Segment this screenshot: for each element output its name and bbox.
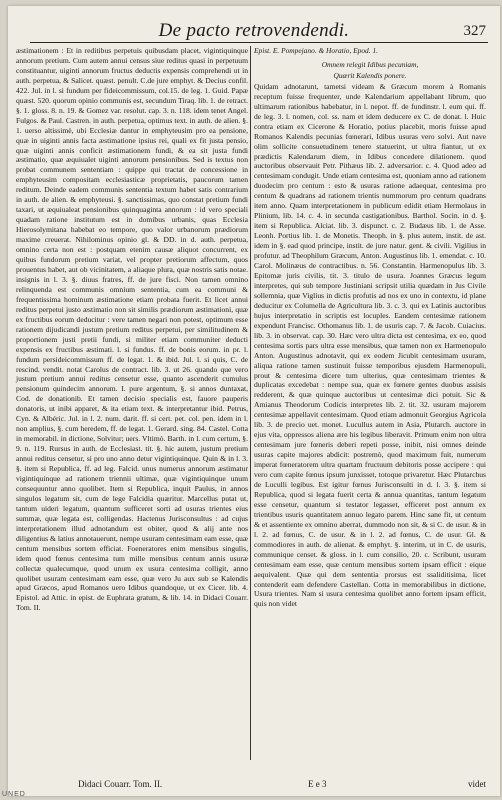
footer-volume: Didaci Couarr. Tom. II. <box>78 779 163 789</box>
left-column-text: æstimationem : Et in reditibus perpetuis quibusdam placet, vigintiquinque annorum pretium. Cum autem annui census siue reditus quasi in perpetuum constituantur, uiginti annorum fructus deductis expensis comprehendi ut in auth. perpetua, & Salicet. quæst. penult. C.de jure emphyt. & Decius confil. 422. Jul. in l. si fundum per fideicommissum, col.15. de leg. 1. Guid. Papæ quæst. 520. quorum opinio communis est, secundum Tiraq. lib. 1. de retract. §. 1. gloss. 8. n. 19. & Gomez var. resolut. cap. 3. n. 118. idem tenet Angel. Fulgos. & Paul. Castren. in auth. perpetua, optimus text. in auth. de alien. §. 1. uerso altissimè, ubi Ecclesiæ dantur in emphyteusim pro ea pensione, quæ in uiginti annis facta æstimatione ipsius rei, quali ex fit justa pensio, quæ uiginti annis conficit æstimationem fundi, & ea sit justa fundi æstimatio, quæ æquiualet uiginti annorum pensionibus. Sed is textus non probat communem sententiam : quippe qui tractat de concessione in emphyteusim compositam ecclesiasticæ proprietatis, paucorum tamen reditum. Deinde eadem communis sententia textum habet satis contrarium in auth. de alien. & emphyteusi. §. sanctissimas, quo constat pretium fundi taxari, ut æquiualeat pensionibus quinquaginta annorum : id vero speciali quadam ratione institutum est in domibus urbanis, quas Ecclesia Hierosolymitana habebat eo tempore, quo valor urbanorum prædiorum maxime creuerat. Nihilominus opinio gl. & DD. in d. auth. perpetua, omnino certa non est : postquam etenim causæ aliquot concurrent, ex quibus fundorum pretium variat, vel propter pretiorum affectum, quos prouentus habet, aut ob vicinitatem, a aliaque plura, quæ nostris satis notae. insignis in l. 3. §. diuus fratres, ff. de jure fisci. Non tamen omnino relinquenda est communis omnium sententia, cum ea communi & frequentissima hominum æstimatione etiam probata fuerit. Et licet annui reditus perpetui justo æstimatio non sit similis prædiorum æstimationi, quæ ex fructibus eorum deducitur : vere tamen negari non potest, optimum esse rationem dijudicandi justum pretium reditus perpetui, per similitudinem & proportionem justi pretii fundi, si militer etiam communiter deducti expensis ex fructibus æstimati. l. si fundus. ff. de bonis eorum. in pr. l. fundum persideicommissum ff. de legat. 1. & ibid. Jul. l. si quis, C. de rescind. vendit. notat Carolus de contract. lib. 3. ut 26. quando que vero justum pretium annui reditus censetur esse, quanto ascenderit cumulus pensionum quindecim annorum. I. pure argentum, §. si annos duntaxat, Cod. de donationib. Et tamen decisio specialis est, fauore pauperis donatoris, ut inibi apparet, & ita etiam text. & interpretantur ibid. Petrus, Cyn. & Albéric. Jul. in l. 2. num. darit. ff. si cert. pet. col. pen. idem in l. non amplius, §. cum heredem, ff. de legat. 1. Gerard. sing. 84. Castel. Cotta in memorabil. in dictione, Solvitur; uers. Vltimò. Barth. in l. cum certum, §. 9. n. 119. Rursus in auth. de Ecclesiast. tit. §. hic autem, justum pretium annui reditus censetur, si pro uno anno detur vigintiquinque. Quin & in l. 3. §. item si Republica, ff. ad leg. Falcid. unus numerus annorum æstimatur vigintiquinque ad rationem triennii ultimæ, quæ vigintiquinque unum consequuntur anno quolibet. Item si Republica, inquit Paulus, in annos singulos legatum sit, cum de lege Falcidia quæritur. Marcellus putat ut, tantum uideri legatum, quantum sufficeret sorti ad usuras trientes eius summæ, quæ legata est, colligendas. Hactenus Jurisconsultus : ad cujus interpretationem illud adnotandum est obiter, quod & alij ante nos diligentius & latius annotauerunt, nempe usuram centesimam eam esse, quæ centum mensibus sortem efficiat. Foeneratores enim mensibus singulis, idem quod fœnus centesima tum mille mensibus centum annis usuræ collectæ qualecumque, quod unum ex usura centesima colligit, anno quolibet usuram centesimam eam esse, quæ vero Ju aux sub se Kalendis apud Græcos, apud Romanos uero Idibus quandoque, ut ex Cicer. lib. 4. Epistol. ad Attic. in epist. de Euphrata gratum, & lib. 14. in Didaci Couarr. Tom. II. <box>16 46 248 613</box>
catchword: videt <box>468 779 486 789</box>
header-rule <box>30 42 488 43</box>
quote-line-2: Quærit Kalendis ponere. <box>333 70 407 80</box>
column-divider <box>250 46 251 760</box>
right-column <box>254 46 486 609</box>
page-number: 327 <box>463 23 486 39</box>
signature-mark: E e 3 <box>308 779 327 789</box>
left-column <box>16 46 248 613</box>
book-page <box>8 6 500 796</box>
library-stamp: UNED <box>2 791 26 798</box>
right-column-text: Quidam adnotarunt, tametsi videam & Græcum morem à Romanis receptum fuisse frequenter, unde Kalendarium appellabant librum, quo ultimarum rationibus habebatur, in l. nepot. ff. de fundinstr. l. eum qui. ff. de leg. 3. l. nomen, col. ss. nam et idem deducere ex C. de donat. l. Huic contra etiam ex Cicerone & Horatio, potius placebit, moris fuisse apud Romanos Kalendis pecunias fœnerari, Idibus usuras vero solvi. Aut nave olim sollicite consuetudinem tenere statuerint, ut ultra fiantur, ut ex prædictis Kalendarum diem, in Idibus concedere dilationem. quod auctoribus observauit Petr. Pithæus lib. 2. adversarior. c. 4. Quod adeo ad centesimam condugit. Unde etiam centesima est, quoniam anno ad rationem duodecim pro centum : esto & usuras ratione adaequat, centesima pro centum & quadrans ad rationem trientis nummorum pro centum quadrans item anno. Quam interpretationem in publicum edidit etiam Hermolaus in Plinium, lib. 14. c. 4. in secunda castigationibus. Barthol. Socin. in d. §. item si Republica. Alciat. lib. 3. dispunct. c. 2. Budæus lib. 1. de Asse. Leonh. Portius lib. 1. de Monetis. Theoph. in §. plus autem, instit. de ast. idem in §. ead quod principe, instit. de jure natur. gent. & civili. Vigilius in profutur. ad Theophilum Græcum, Anton. Augustinus lib. 1. emendat. c. 10. Carol. Molinæus de contractibus. n. 56. Constantin. Harmenopulus lib. 3. Epitomæ juris civilis, tit. 3. titulo de usura. Joannes Græcus legum interpretes, qui sub tempore Justiniani scripsit utilia quædam in Jus Civile sollemnia, quæ Viglius in dictis profutis ad nos ex uno in contextu, id plane deducitur ex Columella de Agricultura lib. 3. c. 3. qui ex Latinis auctoribus hujus interpretatio in scriptis est locuples. Eandem centesimæ rationem expendunt Francisc. Othomanus lib. 1. de usuris cap. 7. & Jacob. Cuiacius. lib. 3. in observat. cap. 30. Hæc vero ultra dicta est centesima, ex eo, quod centesima sortis pars ultra esse mensibus, quæ tamen non ex Harmenopulo Anton. Augustinus adnotavit, qui ex eodem Jicubit centesimam usuram, aliqua ratione tamen sustinuit fuisse temporibus ejusdem Harmenopuli, prout & centesima dicere tum ulterius, quæ centesimam trientes & duplicatas excedebat : nempe sua, quæ ex fœnere gentes duobus assisis redderent, & quæ quinque auctoribus ut centesimæ dici potuit. Sic & Amianus Theodorum Codicis interpretes lib. 2. tit. 32. usuram majorem centesimæ appellavit centesimam. Quod etiam admonuit Georgius Agricola lib. 3. de precio uet. monet. Lucullus autem in Asia, Plutarch. auctore in ejus vita, oppressos aliena ære his legibus liberavit. Primum enim non ultra centesimam jure fœneris deberi repeti posse, inibit, nisi omnes deinde usuras capite majores abdicit: postremò, quod maximum fuit, numerum imperat fœneratorem ultra quartam fructuum debitoris posse accipere : qui vero cum capite fœnus ipsum junxisset, totoque privaretur. Hæc Plutarchus de Luculli legibus. Est igitur fœnus Jurisconsulti in d. l. 3. §. item si Republica, quod si legata fuerit certa & annua quantitas, tantum legatum esse censetur, quantum si testator legasset, efficeret post annum ex trientibus usuris quantitatem annuo legato parem. Hinc sane fit, ut centum & et assentiente ex omnino aberrat, dummodo non sit, & si C. de usur. & in l. 2. ad fœnus, C. de usur. & in l. 2. ad fœnus, C. de usur. Gl. & commodiores in auth. de alienat. & emphyt. §. interim, ut in C. de usuris, communique censet. & gloss. in l. cum consilio, 20. c. Scribunt, usuram centesimam eam esse, quæ centum mensibus sortem ipsam efficit : eique aequivalent. Quæ qui dem sententia prorsus est ssaliditisima, licet contenderit eam defendere Castellan. Cotta in memorabilibus in dictione, Usura trientes. Nam si usura centesima quolibet anno fortem ipsam efficit, quis non videt <box>254 81 486 609</box>
quote-line-1: Omnem relegit Idibus pecuniam, <box>321 59 419 69</box>
epistle-reference: Epist. E. Pompejano. & Horatio, Epod. 1. <box>254 46 378 55</box>
running-title: De pacto retrovendendi. <box>158 20 350 41</box>
